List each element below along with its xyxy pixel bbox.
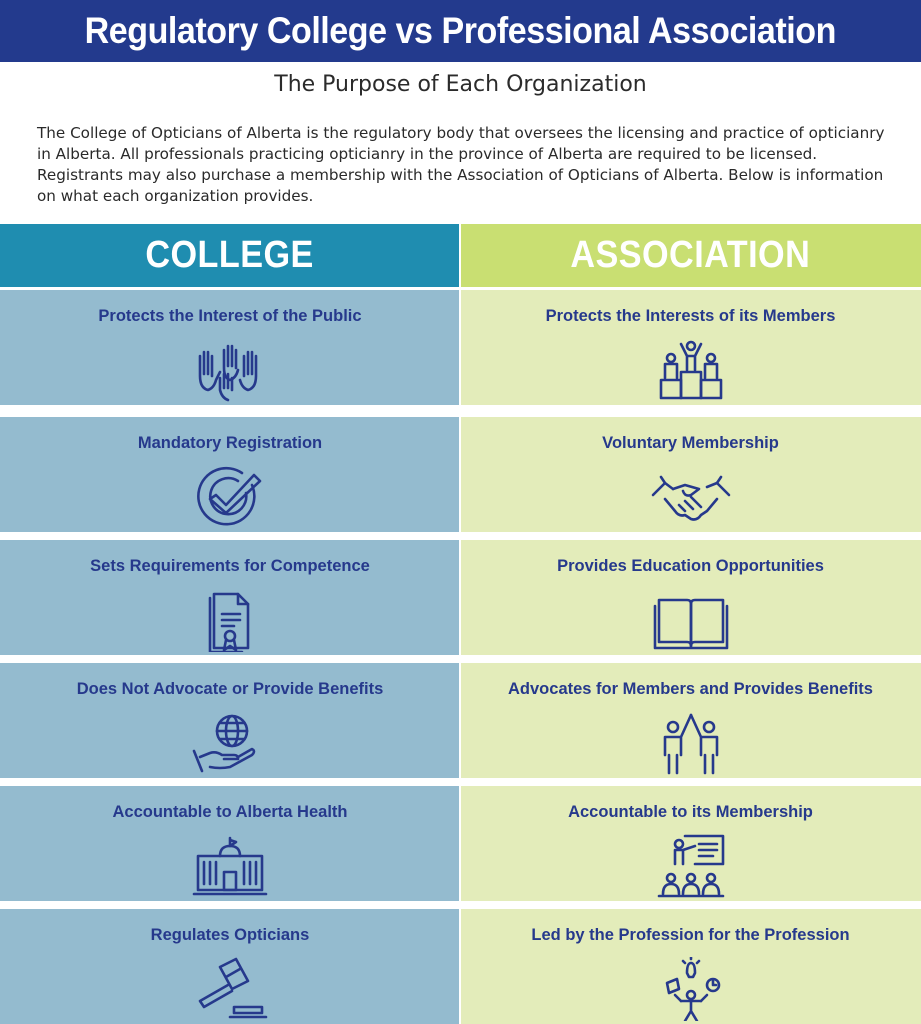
- college-row-label: Sets Requirements for Competence: [90, 557, 370, 575]
- college-row-4: [0, 663, 460, 778]
- intro-paragraph: The College of Opticians of Alberta is the regulatory body that oversees the licensing and practice of opticianry in Alberta. All professionals practicing opticianry in the province of Alberta are required to be licensed. Registrants may also purchase a membership with the Association of Opticians of Alberta. Below is information on what each organization provides.: [37, 124, 885, 205]
- association-row-label: Led by the Profession for the Profession: [531, 926, 850, 944]
- podium-winners-icon: [651, 338, 731, 402]
- association-row-label: Protects the Interests of its Members: [545, 307, 836, 325]
- college-row-label: Does Not Advocate or Provide Benefits: [76, 680, 384, 698]
- column-divider: [459, 224, 461, 1024]
- government-building-icon: [190, 834, 270, 898]
- person-with-ideas-icon: [651, 957, 731, 1021]
- globe-in-hand-icon: [190, 711, 270, 775]
- association-row-1: [460, 290, 921, 405]
- college-row-label: Mandatory Registration: [137, 434, 323, 452]
- people-high-five-icon: [651, 711, 731, 775]
- college-row-3: [0, 540, 460, 655]
- college-column-header: [0, 224, 460, 287]
- association-column-header: [460, 224, 921, 287]
- college-row-label: Regulates Opticians: [150, 926, 310, 944]
- college-row-6: [0, 909, 460, 1024]
- page-title-banner: [0, 0, 921, 62]
- association-row-label: Advocates for Members and Provides Benefits: [508, 680, 873, 698]
- page-title: Regulatory College vs Professional Association: [84, 10, 837, 51]
- association-row-4: [460, 663, 921, 778]
- college-header-label: COLLEGE: [145, 234, 315, 276]
- handshake-icon: [651, 465, 731, 529]
- college-row-5: [0, 786, 460, 901]
- association-row-label: Provides Education Opportunities: [557, 557, 824, 575]
- association-header-label: ASSOCIATION: [570, 234, 811, 276]
- certificate-document-icon: [190, 588, 270, 652]
- association-row-3: [460, 540, 921, 655]
- association-row-label: Accountable to its Membership: [568, 803, 813, 821]
- association-row-2: [460, 417, 921, 532]
- college-row-2: [0, 417, 460, 532]
- checkmark-circle-icon: [190, 465, 270, 529]
- college-row-1: [0, 290, 460, 405]
- association-row-5: [460, 786, 921, 901]
- association-row-6: [460, 909, 921, 1024]
- association-row-label: Voluntary Membership: [602, 434, 779, 452]
- college-row-label: Accountable to Alberta Health: [112, 803, 348, 821]
- presenter-audience-icon: [651, 834, 731, 898]
- open-book-icon: [651, 588, 731, 652]
- raised-hands-icon: [190, 338, 270, 402]
- college-row-label: Protects the Interest of the Public: [98, 307, 362, 325]
- page-subtitle: The Purpose of Each Organization: [274, 72, 647, 97]
- gavel-icon: [190, 957, 270, 1021]
